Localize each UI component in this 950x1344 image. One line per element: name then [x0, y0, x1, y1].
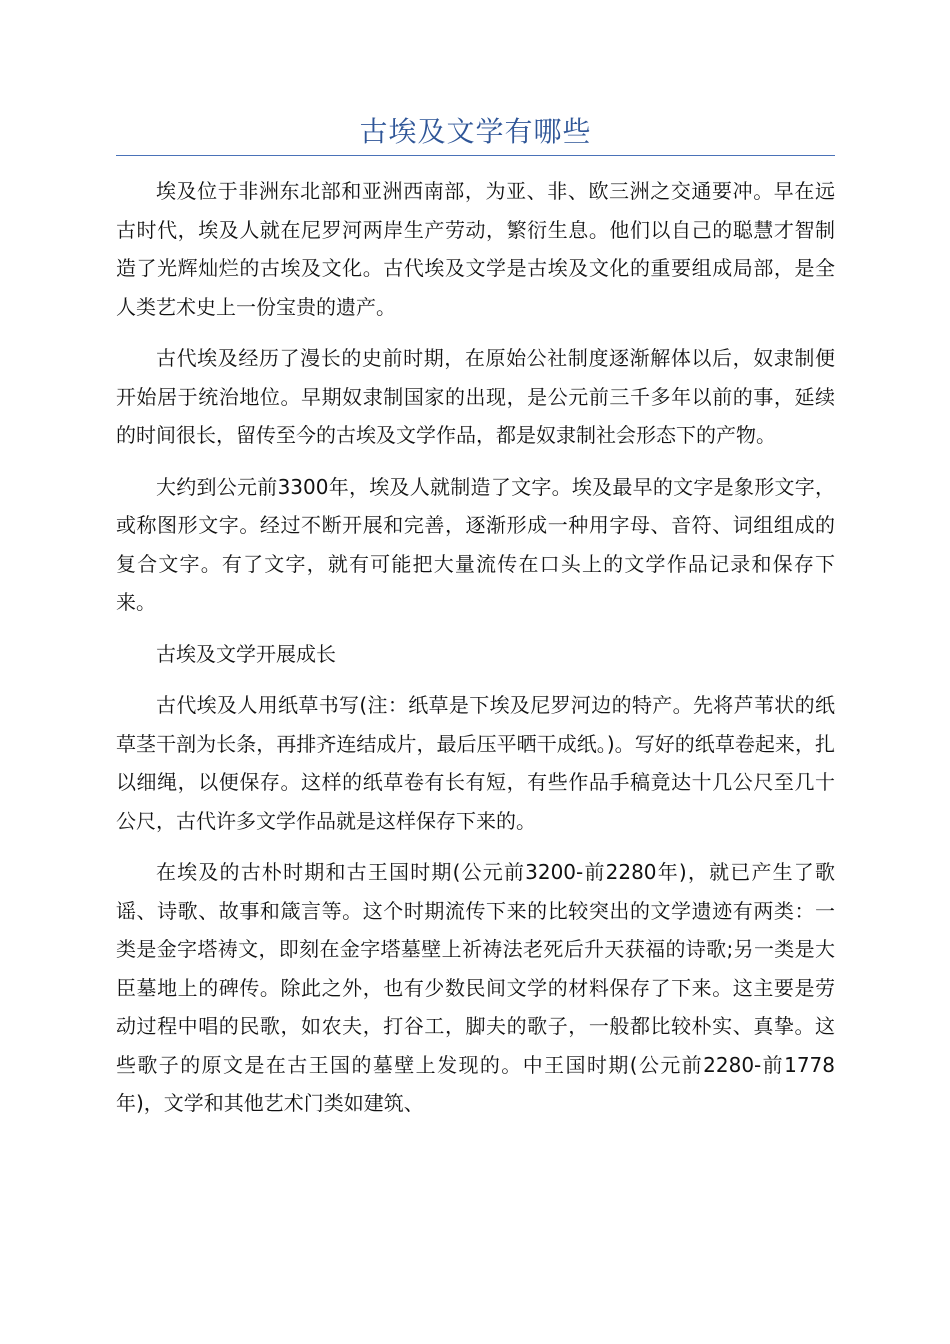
paragraph-prehistory: 古代埃及经历了漫长的史前时期，在原始公社制度逐渐解体以后，奴隶制便开始居于统治地位。早期奴隶制国家的出现，是公元前三千多年以前的事，延续的时间很长，留传至今的古埃及文学作品，都是奴隶制社会形态下的产物。 — [116, 346, 835, 447]
document-body — [116, 172, 835, 1136]
title-underline — [116, 155, 835, 156]
document-title: 古埃及文学有哪些 — [359, 115, 592, 148]
section-heading: 古埃及文学开展成长 — [156, 641, 336, 666]
paragraph-old-kingdom: 在埃及的古朴时期和古王国时期(公元前3200-前2280年)，就已产生了歌谣、诗歌、故事和箴言等。这个时期流传下来的比较突出的文学遗迹有两类：一类是金字塔祷文，即刻在金字塔墓壁上祈祷法老死后升天获福的诗歌;另一类是大臣墓地上的碑传。除此之外，也有少数民间文学的材料保存了下来。这主要是劳动过程中唱的民歌，如农夫，打谷工，脚夫的歌子，一般都比较朴实、真挚。这些歌子的原文是在古王国的墓壁上发现的。中王国时期(公元前2280-前1778年)，文学和其他艺术门类如建筑、 — [116, 860, 835, 1115]
paragraph-intro: 埃及位于非洲东北部和亚洲西南部，为亚、非、欧三洲之交通要冲。早在远古时代，埃及人就在尼罗河两岸生产劳动，繁衍生息。他们以自己的聪慧才智制造了光辉灿烂的古埃及文化。古代埃及文学是古埃及文化的重要组成局部，是全人类艺术史上一份宝贵的遗产。 — [116, 179, 835, 319]
paragraph-writing: 大约到公元前3300年，埃及人就制造了文字。埃及最早的文字是象形文字，或称图形文字。经过不断开展和完善，逐渐形成一种用字母、音符、词组组成的复合文字。有了文字，就有可能把大量流传在口头上的文学作品记录和保存下来。 — [116, 474, 835, 614]
paragraph-papyrus: 古代埃及人用纸草书写(注：纸草是下埃及尼罗河边的特产。先将芦苇状的纸草茎干剖为长条，再排齐连结成片，最后压平晒干成纸。)。写好的纸草卷起来，扎以细绳，以便保存。这样的纸草卷有长有短，有些作品手稿竟达十几公尺至几十公尺，古代许多文学作品就是这样保存下来的。 — [116, 693, 835, 833]
